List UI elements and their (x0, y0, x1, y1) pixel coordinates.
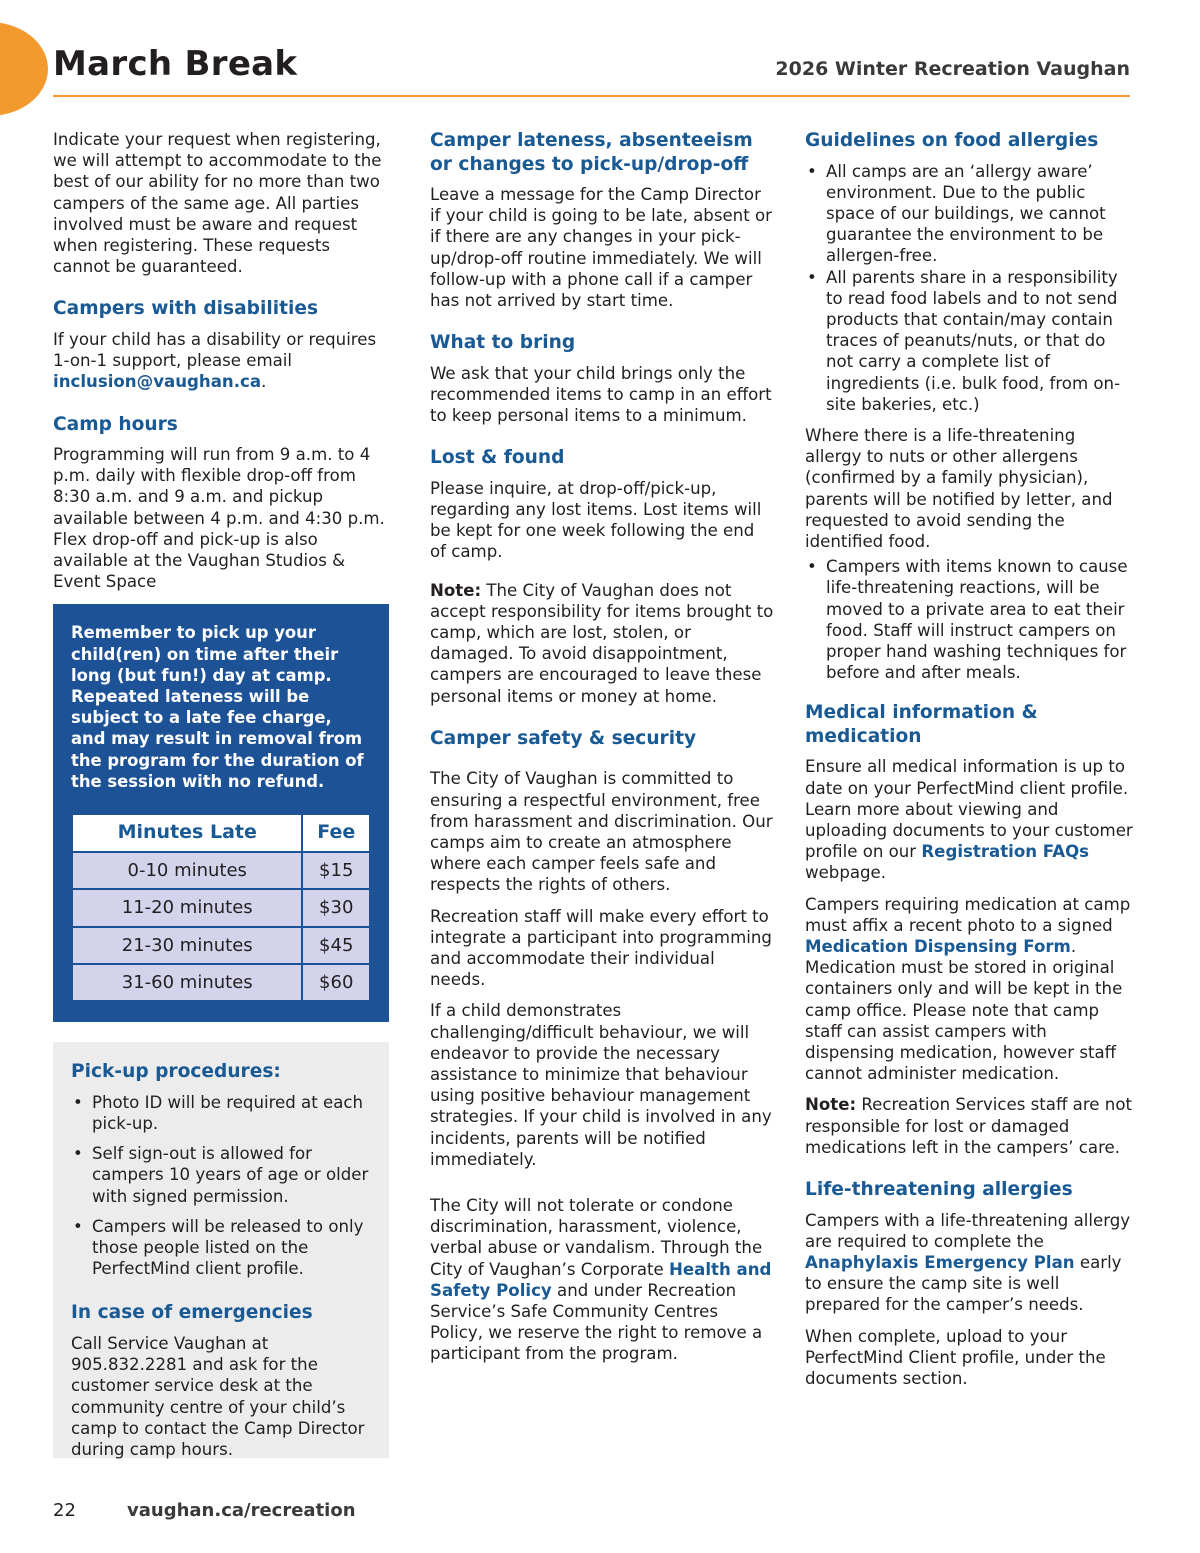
late-fee-box (53, 604, 389, 1022)
pickup-procedures-heading: Pick-up procedures: (71, 1061, 281, 1083)
policy-text-end: and under Recreation Service’s Safe Community Centres Policy, we reserve the right to remove a participant from the program. (430, 1280, 763, 1364)
note-text: The City of Vaughan does not accept responsibility for items brought to camp, which are lost, stolen, or damaged. To avoid disappointment, campers are encouraged to leave these personal items or money at home. (430, 580, 774, 706)
medication-text-end: . Medication must be stored in original containers only and will be kept in the camp office. Please note that camp staff can assist campers with dispensing medication, however staff cannot administer medication. (805, 937, 1123, 1084)
list-item: • Photo ID will be required at each pick-up. (71, 1092, 371, 1134)
lateness-heading: Camper lateness, absenteeism or changes to pick-up/drop-off (430, 130, 753, 175)
emergencies-text: Call Service Vaughan at 905.832.2281 and ask for the customer service desk at the community centre of your child’s camp to contact the Camp Director during camp hours. (71, 1333, 365, 1459)
medical-note (805, 1094, 1135, 1158)
minutes-cell: 21-30 minutes (72, 927, 302, 964)
page-title: March Break (53, 44, 298, 84)
table-row (72, 964, 370, 1001)
minutes-cell: 0-10 minutes (72, 852, 302, 889)
note-text: Recreation Services staff are not responsible for lost or damaged medications left in the campers’ care. (805, 1095, 1132, 1157)
table-header-row (72, 814, 370, 852)
table-row (72, 852, 370, 889)
list-item: • Campers with items known to cause life-threatening reactions, will be moved to a private area to eat their food. Staff will instruct campers on proper hand washing techniques for before and after meals. (805, 556, 1135, 683)
list-item: • Campers will be released to only those people listed on the PerfectMind client profile. (71, 1216, 371, 1280)
health-safety-policy-link[interactable]: Health and Safety Policy (430, 1259, 772, 1300)
allergies-text-end: early to ensure the camp site is well prepared for the camper’s needs. (805, 1252, 1122, 1315)
safety-paragraph-1: The City of Vaughan is committed to ensuring a respectful environment, free from harassment and discrimination. Our camps aim to create an atmosphere where each camper feels safe and respects the rights of others. (430, 769, 773, 895)
registration-faqs-link[interactable]: Registration FAQs (921, 842, 1090, 862)
publication-title: 2026 Winter Recreation Vaughan (775, 58, 1130, 80)
camp-hours-text: Programming will run from 9 a.m. to 4 p.m. daily with flexible drop-off from 8:30 a.m. and 9 a.m. and pickup available between 4 p.m. and 4:30 p.m. Flex drop-off and pick-up is also available at the Vaughan Studios & Event Space (53, 445, 385, 592)
fee-header: Fee (302, 814, 370, 852)
policy-text-start: The City will not tolerate or condone discrimination, harassment, violence, verbal abuse or vandalism. Through the City of Vaughan’s Corporate (430, 1196, 763, 1279)
disabilities-text: If your child has a disability or requires 1-on-1 support, please email (53, 329, 377, 371)
safety-paragraph-3: If a child demonstrates challenging/difficult behaviour, we will endeavor to provide the necessary assistance to minimize that behaviour using positive behaviour management strategies. If your child is involved in any incidents, parents will be notified immediately. (430, 1001, 772, 1169)
anaphylaxis-plan-link[interactable]: Anaphylaxis Emergency Plan (805, 1252, 1075, 1272)
fee-cell: $15 (302, 852, 370, 889)
late-pickup-message: Remember to pick up your child(ren) on time after their long (but fun!) day at camp. Repeated lateness will be subject to a late fee charge, and may result in removal from the program for the duration of the session with no refund. (71, 623, 364, 791)
disabilities-end: . (261, 372, 267, 392)
note-label: Note: (430, 580, 482, 600)
late-fee-table (71, 813, 371, 1002)
medical-paragraph-1 (805, 756, 1135, 883)
list-item: • Self sign-out is allowed for campers 10 years of age or older with signed permission. (71, 1143, 371, 1207)
column-left (53, 129, 389, 1458)
page-footer (53, 1500, 356, 1521)
emergencies-heading: In case of emergencies (71, 1302, 313, 1324)
allergies-paragraph-1 (805, 1210, 1135, 1316)
food-allergies-heading: Guidelines on food allergies (805, 130, 1099, 151)
safety-heading: Camper safety & security (430, 727, 697, 749)
disabilities-heading: Campers with disabilities (53, 298, 319, 320)
pickup-emergency-box (53, 1042, 389, 1458)
what-to-bring-text: We ask that your child brings only the recommended items to camp in an effort to keep personal items to a minimum. (430, 363, 772, 426)
intro-paragraph: Indicate your request when registering, we will attempt to accommodate to the best of our ability for no more than two campers of the same age. All parties involved must be aware and request when registering. These requests cannot be guaranteed. (53, 130, 382, 277)
minutes-cell: 11-20 minutes (72, 889, 302, 926)
table-row (72, 927, 370, 964)
lost-found-note (430, 580, 775, 707)
life-threatening-allergies-heading: Life-threatening allergies (805, 1179, 1073, 1201)
medication-dispensing-form-link[interactable]: Medication Dispensing Form (805, 937, 1071, 956)
fee-cell: $60 (302, 964, 370, 1001)
medical-text-start: Ensure all medical information is up to date on your PerfectMind client profile. Learn more about viewing and uploading documents to your customer profile on our (805, 757, 1133, 862)
safety-paragraph-4 (430, 1195, 775, 1365)
table-row (72, 889, 370, 926)
fee-cell: $30 (302, 889, 370, 926)
safety-paragraph-2: Recreation staff will make every effort to integrate a participant into programming and accommodate their individual needs. (430, 906, 772, 990)
allergies-text-start: Campers with a life-threatening allergy are required to complete the (805, 1210, 1131, 1251)
lost-found-text: Please inquire, at drop-off/pick-up, regarding any lost items. Lost items will be kept for one week following the end of camp. (430, 478, 762, 562)
note-label: Note: (805, 1095, 857, 1115)
header-divider (53, 95, 1130, 97)
medical-paragraph-2 (805, 894, 1135, 1085)
allergies-paragraph-2: When complete, upload to your PerfectMind Client profile, under the documents section. (805, 1326, 1106, 1388)
camp-hours-heading: Camp hours (53, 413, 178, 435)
food-allergies-list (805, 161, 1135, 415)
minutes-cell: 31-60 minutes (72, 964, 302, 1001)
pickup-list (71, 1092, 371, 1280)
minutes-late-header: Minutes Late (72, 814, 302, 852)
page-number: 22 (53, 1500, 76, 1521)
what-to-bring-heading: What to bring (430, 332, 576, 354)
section-tab-marker (0, 22, 48, 116)
disabilities-paragraph (53, 329, 389, 393)
lateness-text: Leave a message for the Camp Director if your child is going to be late, absent or if there are any changes in your pick-up/drop-off routine immediately. We will follow-up with a phone call if a camper has not arrived by start time. (430, 185, 772, 311)
food-allergies-list-2 (805, 556, 1135, 683)
list-item: • All parents share in a responsibility to read food labels and to not send products that contain/may contain traces of peanuts/nuts, or that do not carry a complete list of ingredients (i.e. bulk food, from on-site bakeries, etc.) (805, 267, 1135, 415)
footer-url-link[interactable]: vaughan.ca/recreation (127, 1500, 356, 1521)
medical-heading: Medical information & medication (805, 702, 1038, 747)
food-allergies-text: Where there is a life-threatening allergy to nuts or other allergens (confirmed by a family physician), parents will be notified by letter, and requested to avoid sending the identified food. (805, 425, 1113, 551)
medical-text-end: webpage. (805, 863, 887, 883)
column-right (805, 129, 1135, 1399)
column-middle (430, 129, 775, 1375)
inclusion-email-link[interactable]: inclusion@vaughan.ca (53, 372, 262, 392)
list-item: • All camps are an ‘allergy aware’ environment. Due to the public space of our buildings, we cannot guarantee the environment to be allergen-free. (805, 161, 1135, 267)
fee-cell: $45 (302, 927, 370, 964)
medication-text-start: Campers requiring medication at camp must affix a recent photo to a signed (805, 894, 1131, 935)
lost-found-heading: Lost & found (430, 447, 565, 469)
